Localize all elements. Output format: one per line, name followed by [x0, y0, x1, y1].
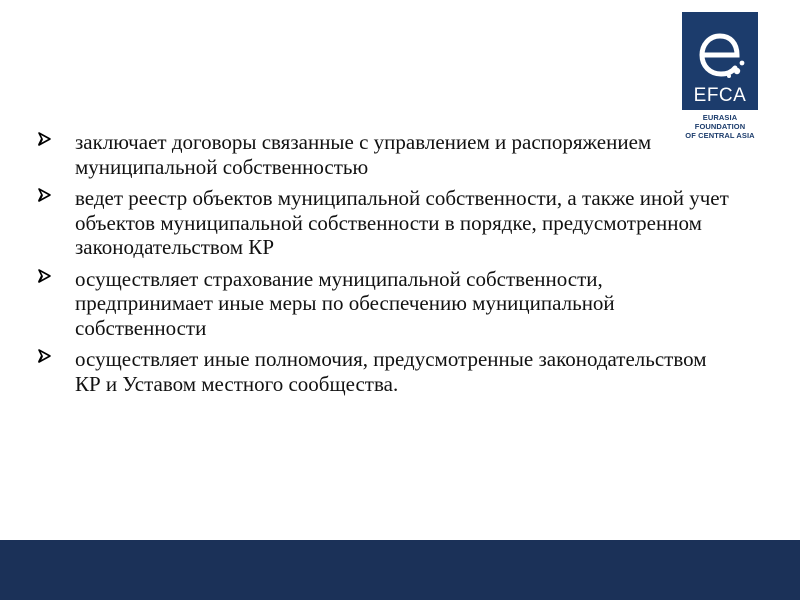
bullet-text: ведет реестр объектов муниципальной собственности, а также иной учет объектов муниципальной собственности в порядке, предусмотренном законодательством КР — [75, 186, 729, 259]
bullet-text: осуществляет иные полномочия, предусмотренные законодательством КР и Уставом местного сообщества. — [75, 347, 707, 396]
footer-band — [0, 540, 800, 600]
efca-logo — [682, 12, 758, 140]
logo-subtitle-line2: OF CENTRAL ASIA — [685, 131, 755, 140]
logo-e-icon — [682, 16, 758, 92]
bullet-text: заключает договоры связанные с управлением и распоряжением муниципальной собственностью — [75, 130, 652, 179]
list-item — [36, 130, 736, 179]
logo-subtitle-line1: EURASIA FOUNDATION — [694, 113, 746, 131]
bullet-list — [36, 130, 736, 403]
list-item — [36, 267, 736, 341]
logo-box — [682, 12, 758, 110]
arrow-check-bullet-icon — [36, 131, 52, 147]
logo-name: EFCA — [693, 85, 747, 106]
bullet-text: осуществляет страхование муниципальной собственности, предпринимает иные меры по обеспечению муниципальной собственности — [75, 266, 615, 340]
list-item — [36, 347, 736, 396]
arrow-check-bullet-icon — [36, 268, 52, 284]
list-item — [36, 186, 736, 260]
arrow-check-bullet-icon — [36, 187, 52, 203]
arrow-check-bullet-icon — [36, 348, 52, 364]
